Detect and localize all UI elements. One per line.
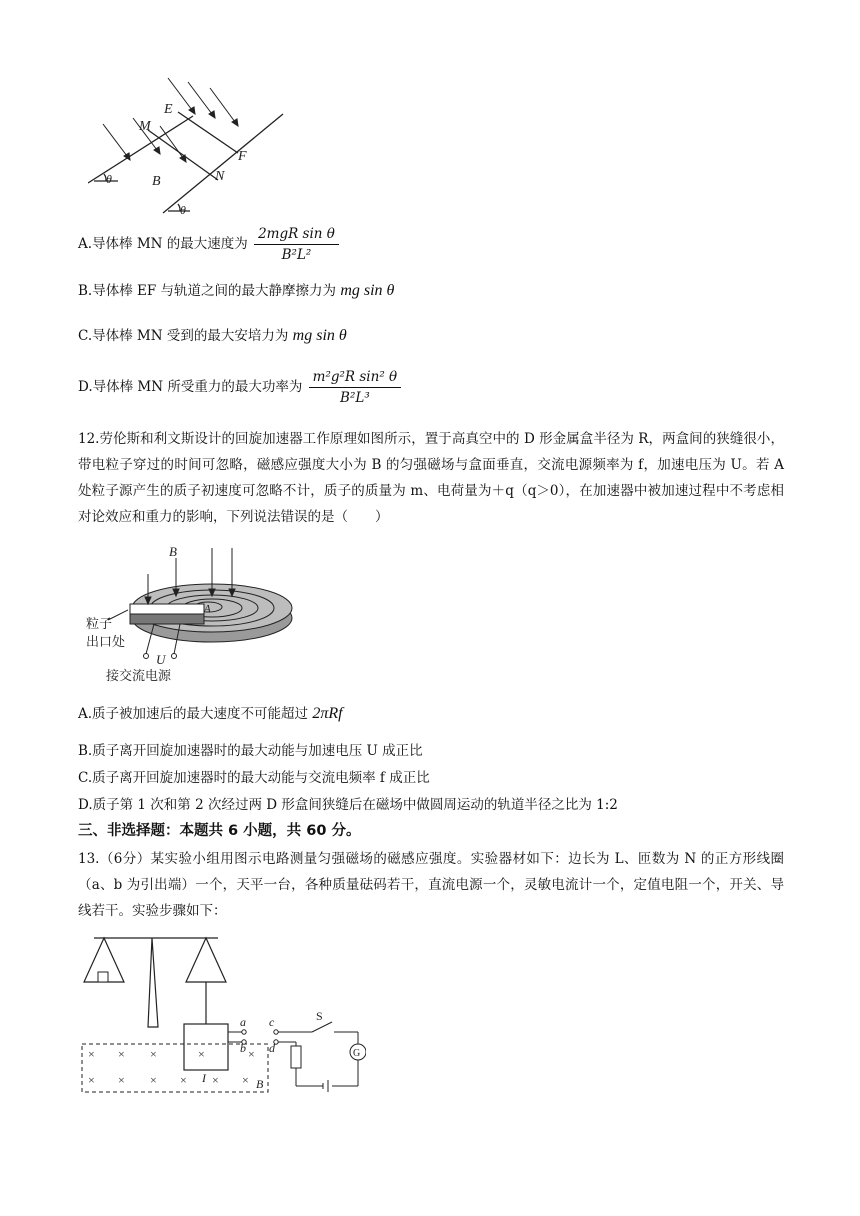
svg-text:×: × [150, 1073, 157, 1087]
fraction-a: $\frac{\text{2mgR sin θ}}{\text{B²L²}}$ [254, 224, 339, 265]
label-b: B [152, 174, 161, 189]
q11-option-c: C.导体棒 MN 受到的最大安培力为 mg sin θ [78, 327, 347, 344]
q11-option-d: D.导体棒 MN 所受重力的最大功率为 $\frac{\text{m²g²R sin² θ}}{\text{B²L³}}$ [78, 367, 401, 408]
svg-text:×: × [118, 1047, 125, 1061]
q12-option-a: A.质子被加速后的最大速度不可能超过 2πRf [78, 705, 343, 722]
svg-text:×: × [248, 1047, 255, 1061]
label-b-field: B [256, 1077, 264, 1091]
balance-circuit-figure [76, 932, 366, 1097]
q12-option-d: D.质子第 1 次和第 2 次经过两 D 形盒间狭缝后在磁场中做圆周运动的轨道半径之比为 1:2 [78, 797, 618, 813]
weight-block [98, 972, 108, 982]
q11-option-a: A.导体棒 MN 的最大速度为 $\frac{\text{2mgR sin θ}}{\text{B²L²}}$ [78, 224, 339, 265]
label-theta-1: θ [106, 172, 112, 186]
rails-figure [88, 68, 293, 218]
label-a-source: A [204, 603, 211, 615]
field-arrows [103, 78, 238, 162]
resistor [291, 1046, 301, 1068]
q11-option-b: B.导体棒 EF 与轨道之间的最大静摩擦力为 mg sin θ [78, 282, 395, 299]
svg-text:×: × [242, 1073, 249, 1087]
field-crosses [88, 1047, 255, 1087]
label-u: U [156, 652, 166, 667]
balance-pointer [148, 938, 158, 1027]
label-g: G [353, 1048, 361, 1059]
svg-text:×: × [212, 1073, 219, 1087]
label-exit-1: 粒子 [86, 616, 113, 631]
label-e: E [164, 102, 173, 117]
label-b-field: B [169, 544, 177, 559]
label-n: N [215, 169, 225, 184]
label-s: S [316, 1009, 323, 1023]
q12-option-b: B.质子离开回旋加速器时的最大动能与加速电压 U 成正比 [78, 743, 423, 759]
svg-text:×: × [118, 1073, 125, 1087]
q13-stem: 13.（6分）某实验小组用图示电路测量匀强磁场的磁感应强度。实验器材如下：边长为 L、匝数为 N 的正方形线圈（a、b 为引出端）一个，天平一台，各种质量砝码若干，直流电源一个，灵敏电流计一个，定值电阻一个，开关、导线若干。实验步骤如下： [78, 851, 784, 919]
label-m: M [139, 119, 151, 134]
label-i: I [202, 1071, 206, 1085]
fraction-d: $\frac{\text{m²g²R sin² θ}}{\text{B²L³}}$ [309, 367, 402, 408]
svg-text:×: × [88, 1073, 95, 1087]
cyclotron-figure [84, 544, 294, 686]
label-b: b [240, 1041, 246, 1055]
q12-stem: 12.劳伦斯和利文斯设计的回旋加速器工作原理如图所示，置于高真空中的 D 形金属盒半径为 R，两盒间的狭缝很小，带电粒子穿过的时间可忽略，磁感应强度大小为 B 的匀强磁场与盒面垂直，交流电源频率为 f，加速电压为 U。若 A 处粒子源产生的质子初速度可忽略不计，质子的质量为 m、电荷量为＋q（q＞0），在加速器中被加速过程中不考虑相对论效应和重力的影响，下列说法错误的是（ ） [78, 431, 784, 525]
rod-mn [148, 130, 218, 180]
section-heading: 三、非选择题：本题共 6 小题，共 60 分。 [78, 823, 361, 839]
label-theta-2: θ [180, 203, 186, 217]
right-rail [163, 114, 283, 213]
label-ac-source: 接交流电源 [106, 668, 172, 683]
label-f: F [238, 149, 247, 164]
label-exit-2: 出口处 [86, 634, 126, 649]
label-d: d [269, 1041, 275, 1055]
label-c: c [269, 1015, 275, 1029]
coil [184, 1024, 228, 1070]
svg-text:×: × [88, 1047, 95, 1061]
svg-text:×: × [180, 1073, 187, 1087]
rod-ef [178, 112, 238, 153]
svg-text:×: × [150, 1047, 157, 1061]
q12-option-c: C.质子离开回旋加速器时的最大动能与交流电频率 f 成正比 [78, 770, 430, 786]
svg-text:×: × [198, 1047, 205, 1061]
label-a: a [240, 1015, 246, 1029]
